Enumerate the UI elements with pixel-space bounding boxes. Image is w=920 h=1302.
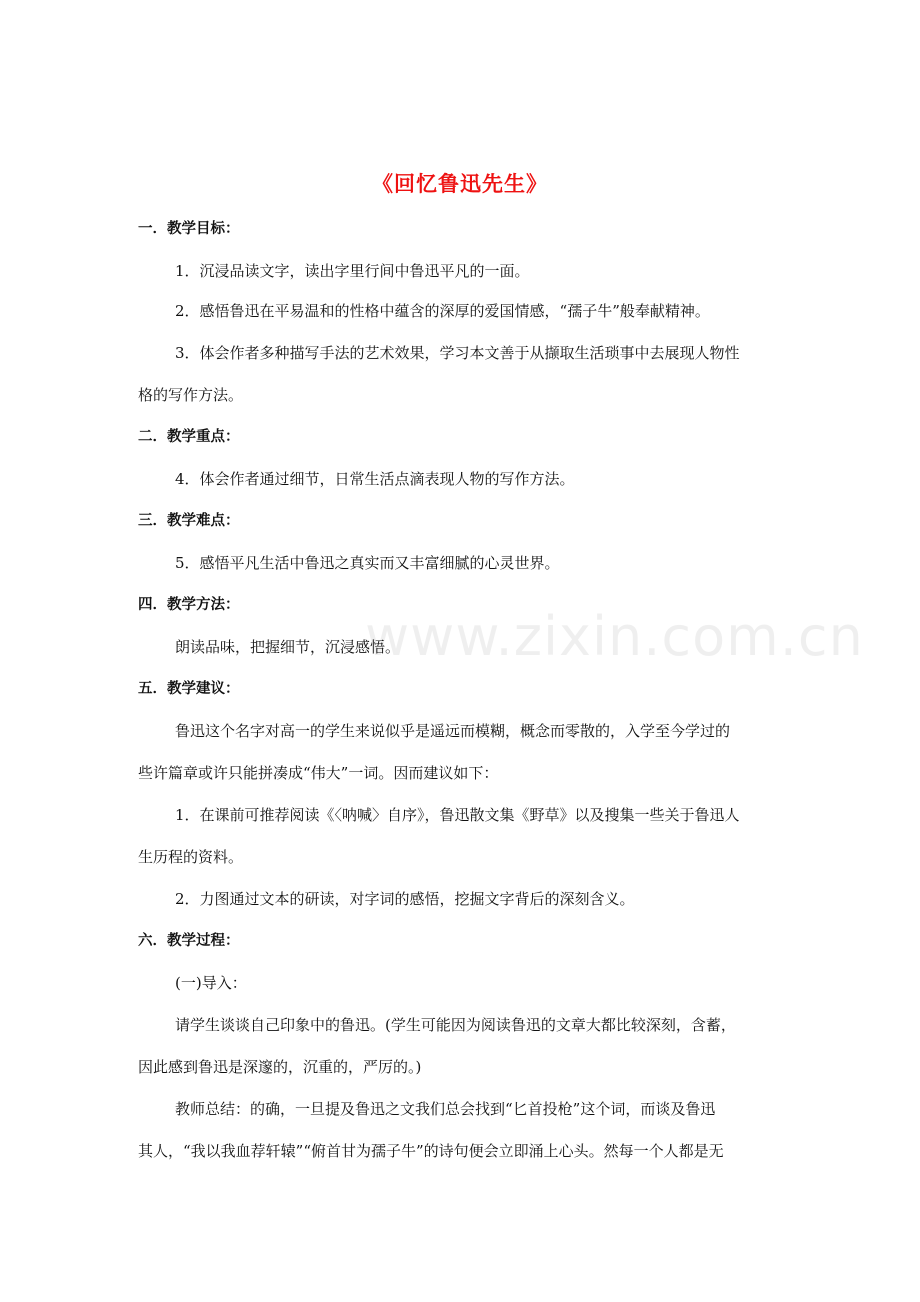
document-title: 《回忆鲁迅先生》	[372, 172, 548, 196]
paragraph-line: 1．在课前可推荐阅读《〈呐喊〉自序》，鲁迅散文集《野草》以及搜集一些关于鲁迅人	[175, 806, 740, 824]
paragraph-line: 3．体会作者多种描写手法的艺术效果，学习本文善于从撷取生活琐事中去展现人物性	[175, 344, 740, 362]
paragraph-line: 些许篇章或许只能拼凑成“伟大”一词。因而建议如下：	[138, 764, 499, 782]
section-heading: 三．教学难点：	[138, 513, 240, 529]
paragraph-line: (一)导入：	[175, 974, 247, 992]
paragraph-line: 2．力图通过文本的研读，对字词的感悟，挖掘文字背后的深刻含义。	[175, 890, 635, 908]
paragraph-line: 5．感悟平凡生活中鲁迅之真实而又丰富细腻的心灵世界。	[175, 554, 560, 572]
section-heading: 一．教学目标：	[138, 221, 240, 237]
paragraph-line: 请学生谈谈自己印象中的鲁迅。(学生可能因为阅读鲁迅的文章大都比较深刻，含蓄，	[175, 1016, 736, 1034]
paragraph-line: 1．沉浸品读文字，读出字里行间中鲁迅平凡的一面。	[175, 262, 530, 280]
paragraph-line: 朗读品味，把握细节，沉浸感悟。	[175, 638, 401, 656]
paragraph-line: 其人，“我以我血荐轩辕”“俯首甘为孺子牛”的诗句便会立即涌上心头。然每一个人都是无	[138, 1142, 724, 1160]
watermark: www.zixin.com.cn	[365, 605, 864, 668]
paragraph-line: 鲁迅这个名字对高一的学生来说似乎是遥远而模糊，概念而零散的，入学至今学过的	[175, 722, 731, 740]
section-heading: 六．教学过程：	[138, 933, 240, 949]
paragraph-line: 4．体会作者通过细节，日常生活点滴表现人物的写作方法。	[175, 470, 575, 488]
paragraph-line: 生历程的资料。	[138, 848, 244, 866]
section-heading: 五．教学建议：	[138, 681, 240, 697]
section-heading: 四．教学方法：	[138, 597, 240, 613]
section-heading: 二．教学重点：	[138, 429, 240, 445]
paragraph-line: 2．感悟鲁迅在平易温和的性格中蕴含的深厚的爱国情感，“孺子牛”般奉献精神。	[175, 302, 710, 320]
paragraph-line: 格的写作方法。	[138, 386, 244, 404]
paragraph-line: 教师总结：的确，一旦提及鲁迅之文我们总会找到“匕首投枪”这个词，而谈及鲁迅	[175, 1100, 716, 1118]
paragraph-line: 因此感到鲁迅是深邃的，沉重的，严厉的。)	[138, 1058, 422, 1076]
